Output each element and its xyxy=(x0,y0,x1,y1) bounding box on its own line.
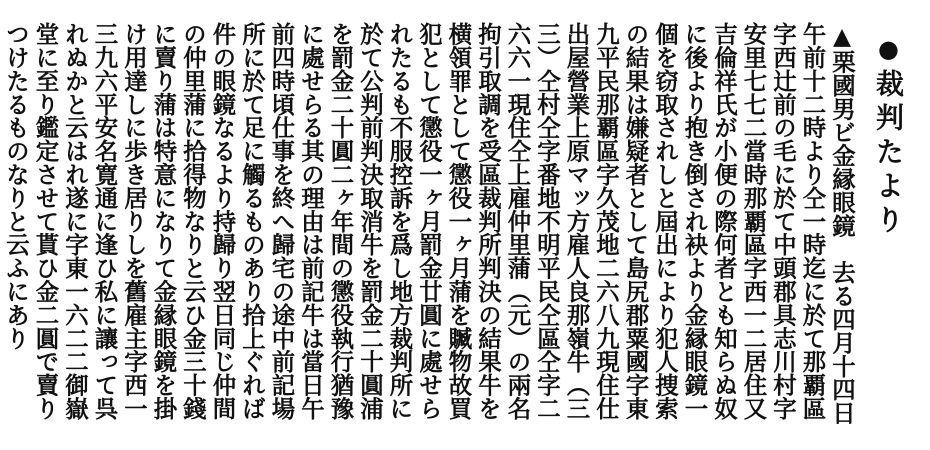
article-title: 裁判たより xyxy=(872,69,905,239)
court-news-article xyxy=(2,22,910,432)
article-body xyxy=(2,22,856,432)
heading-bullet-icon: ● xyxy=(874,34,903,69)
article-paragraph: ▲栗國男ビ金縁眼鏡 去る四月十四日午前十二時より仝一時迄に於て那覇區字西辻前の毛に於て中頭郡具志川村字安里七七二當時那覇區字西一二居住又吉倫祥氏が小便の際何者とも知らぬ奴に後より抱き倒され袂より金縁眼鏡一個を窃取されしと屆出により犯人捜索の結果は嫌疑者として島尻郡粟國字東九平民那覇區字久茂地二六八九現住仕出屋營業上原マッ方雇人良那嶺牛（三三）仝村仝字番地不明平民仝區仝字二六六一現住仝上雇仲里蒲（元）の兩名拘引取調を受區裁判所判決の結果牛を横領罪として懲役一ヶ月蒲を贓物故買犯として懲役一ヶ月罰金廿圓に處せられたるも不服控訴を爲し地方裁判所に於て公判前判決取消牛を罰金二十圓浦を罰金二十圓二ヶ年間の懲役執行猶豫に處せらる其の理由は前記牛は當日午前四時頃仕事を終へ歸宅の途中前記場所に於て足に觸るものあり拾上ぐれば件の眼鏡なるより持歸り翌日同じ仲間の仲里蒲に拾得物なりと云ひ金三十錢に賣り蒲は特意になりて金縁眼鏡を掛け用達しに歩き居りしを舊雇主字西一三九六平安名寛通に逢ひ私に讓って呉れぬかと云はれ遂に字東一六二二御嶽堂に至り鑑定させて貰ひ金二圓で賣りつけたるものなりと云ふにあり xyxy=(2,22,856,425)
article-heading xyxy=(866,34,910,239)
